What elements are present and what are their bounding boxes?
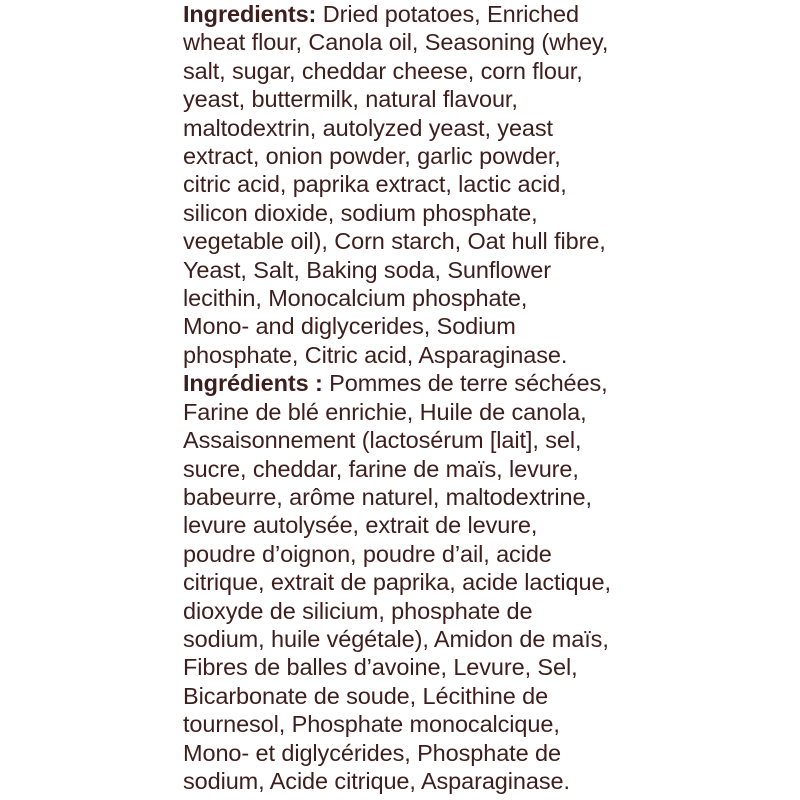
english-ingredients-line: phosphate, Citric acid, Asparaginase. <box>183 341 568 368</box>
french-ingredients <box>183 369 793 795</box>
french-ingredients-line: tournesol, Phosphate monocalcique, <box>183 711 560 738</box>
english-ingredients-line: silicon dioxide, sodium phosphate, <box>183 199 538 226</box>
english-ingredients-line: salt, sugar, cheddar cheese, corn flour, <box>183 57 583 84</box>
french-ingredients-line: Mono- et diglycérides, Phosphate de <box>183 739 561 766</box>
english-ingredients-line: Dried potatoes, Enriched <box>316 1 579 27</box>
french-ingredients-line: babeurre, arôme naturel, maltodextrine, <box>183 483 592 510</box>
french-ingredients-line: Assaisonnement (lactosérum [lait], sel, <box>183 427 582 454</box>
ingredient-label-panel <box>183 0 793 800</box>
french-ingredients-line: sodium, Acide citrique, Asparaginase. <box>183 767 570 794</box>
french-ingredients-line: Bicarbonate de soude, Lécithine de <box>183 682 549 709</box>
english-ingredients-line: citric acid, paprika extract, lactic acid, <box>183 171 567 198</box>
french-ingredients-line: levure autolysée, extrait de levure, <box>183 512 538 539</box>
french-ingredients-line: Fibres de balles d’avoine, Levure, Sel, <box>183 654 578 681</box>
french-ingredients-line: sodium, huile végétale), Amidon de maïs, <box>183 625 609 652</box>
french-ingredients-line: poudre d’oignon, poudre d’ail, acide <box>183 540 552 567</box>
english-ingredients-line: maltodextrin, autolyzed yeast, yeast <box>183 114 553 141</box>
french-ingredients-line: sucre, cheddar, farine de maïs, levure, <box>183 455 579 482</box>
french-ingredients-first-line <box>183 369 793 397</box>
english-ingredients-line: Yeast, Salt, Baking soda, Sunflower <box>183 256 551 283</box>
french-ingredients-heading: Ingrédients : <box>183 370 323 397</box>
english-ingredients-line: Mono- and diglycerides, Sodium <box>183 313 516 340</box>
english-ingredients <box>183 0 793 369</box>
english-ingredients-line: wheat flour, Canola oil, Seasoning (whey, <box>183 29 609 56</box>
english-ingredients-line: lecithin, Monocalcium phosphate, <box>183 285 528 312</box>
french-ingredients-line: Farine de blé enrichie, Huile de canola, <box>183 398 587 425</box>
french-ingredients-line: Pommes de terre séchées, <box>322 370 608 397</box>
english-ingredients-line: extract, onion powder, garlic powder, <box>183 143 561 170</box>
french-ingredients-line: dioxyde de silicium, phosphate de <box>183 597 533 624</box>
english-ingredients-line: vegetable oil), Corn starch, Oat hull fibre, <box>183 228 606 255</box>
english-ingredients-line: yeast, buttermilk, natural flavour, <box>183 86 518 113</box>
english-ingredients-first-line <box>183 0 793 28</box>
french-ingredients-line: citrique, extrait de paprika, acide lactique, <box>183 569 611 596</box>
english-ingredients-heading: Ingredients: <box>183 1 317 27</box>
